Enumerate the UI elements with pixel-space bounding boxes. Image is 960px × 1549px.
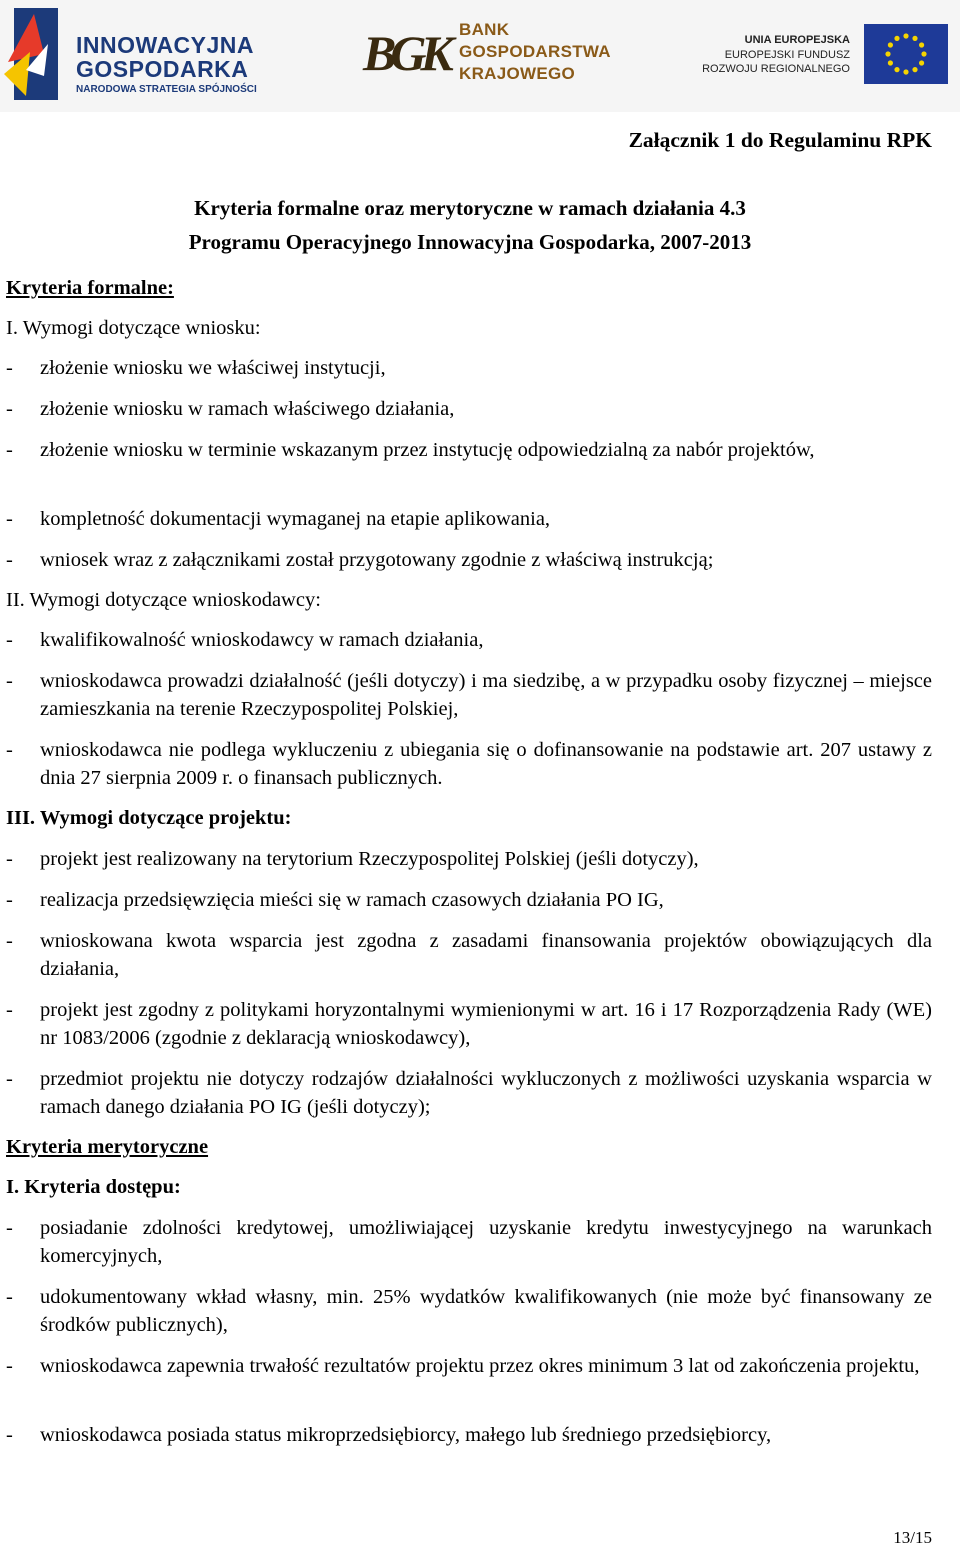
merit-criteria-heading: Kryteria merytoryczne xyxy=(6,1136,209,1158)
ue-line2: EUROPEJSKI FUNDUSZ xyxy=(724,49,850,61)
eu-star-icon xyxy=(894,36,899,41)
bgk-monogram: BGK xyxy=(363,25,448,81)
list-dash: - xyxy=(6,999,13,1021)
page-title-line1: Kryteria formalne oraz merytoryczne w ramach działania 4.3 xyxy=(194,196,746,220)
list-item: posiadanie zdolności kredytowej, umożliwiającej uzyskanie kredytu inwestycyjnego na warunkach komercyjnych, xyxy=(40,1217,932,1267)
logo-bar xyxy=(0,0,960,112)
eu-flag-icon xyxy=(864,24,948,84)
eu-star-icon xyxy=(885,51,890,56)
list-item: złożenie wniosku we właściwej instytucji, xyxy=(40,357,386,379)
eu-star-icon xyxy=(921,51,926,56)
bgk-logo xyxy=(363,20,633,92)
list-dash: - xyxy=(6,629,13,651)
list-dash: - xyxy=(6,1286,13,1308)
ue-line3: ROZWOJU REGIONALNEGO xyxy=(702,63,850,75)
eu-star-icon xyxy=(919,60,924,65)
list-dash: - xyxy=(6,670,13,692)
section-heading: I. Wymogi dotyczące wniosku: xyxy=(6,317,261,339)
ig-line1: INNOWACYJNA xyxy=(76,32,255,58)
ig-line3: NARODOWA STRATEGIA SPÓJNOŚCI xyxy=(76,84,257,95)
list-dash: - xyxy=(6,357,13,379)
page-title-line2: Programu Operacyjnego Innowacyjna Gospodarka, 2007-2013 xyxy=(188,230,752,254)
list-dash: - xyxy=(6,398,13,420)
bgk-line2: GOSPODARSTWA xyxy=(459,42,611,61)
list-dash: - xyxy=(6,549,13,571)
list-item: projekt jest zgodny z politykami horyzontalnymi wymienionymi w art. 16 i 17 Rozporządzenia Rady (WE) nr 1083/2006 (zgodnie z deklaracją wnioskodawcy), xyxy=(40,999,932,1049)
ig-line2: GOSPODARKA xyxy=(76,56,249,82)
bgk-line3: KRAJOWEGO xyxy=(459,64,576,83)
list-item: udokumentowany wkład własny, min. 25% wydatków kwalifikowanych (nie może być finansowany ze środków publicznych), xyxy=(40,1286,932,1336)
list-item: kompletność dokumentacji wymaganej na etapie aplikowania, xyxy=(40,508,551,530)
list-item: wnioskowana kwota wsparcia jest zgodna z zasadami finansowania projektów obowiązujących dla działania, xyxy=(40,930,932,980)
innowacyjna-gospodarka-logo xyxy=(4,4,274,108)
ue-line1: UNIA EUROPEJSKA xyxy=(744,34,850,46)
ue-logo xyxy=(702,24,948,88)
list-item: wnioskodawca prowadzi działalność (jeśli dotyczy) i ma siedzibę, a w przypadku osoby fizycznej – miejsce zamieszkania na terenie Rzeczypospolitej Polskiej, xyxy=(40,670,932,720)
list-item: przedmiot projektu nie dotyczy rodzajów działalności wykluczonych z możliwości uzyskania wsparcia w ramach danego działania PO IG (jeśli dotyczy); xyxy=(40,1068,932,1118)
section-heading: II. Wymogi dotyczące wnioskodawcy: xyxy=(6,589,321,611)
ig-emblem-icon xyxy=(4,4,70,104)
list-dash: - xyxy=(6,848,13,870)
list-item: projekt jest realizowany na terytorium Rzeczypospolitej Polskiej (jeśli dotyczy), xyxy=(40,848,699,870)
attachment-label: Załącznik 1 do Regulaminu RPK xyxy=(628,128,932,152)
eu-star-icon xyxy=(903,69,908,74)
list-item: realizacja przedsięwzięcia mieści się w ramach czasowych działania PO IG, xyxy=(40,889,664,911)
list-dash: - xyxy=(6,889,13,911)
list-item: wniosek wraz z załącznikami został przygotowany zgodnie z właściwą instrukcją; xyxy=(40,549,714,571)
list-dash: - xyxy=(6,1068,13,1090)
list-dash: - xyxy=(6,1217,13,1239)
formal-criteria-heading: Kryteria formalne: xyxy=(6,277,174,299)
eu-star-icon xyxy=(888,42,893,47)
list-dash: - xyxy=(6,508,13,530)
bgk-line1: BANK xyxy=(459,20,510,39)
list-dash: - xyxy=(6,739,13,761)
section-heading: III. Wymogi dotyczące projektu: xyxy=(6,807,292,829)
list-dash: - xyxy=(6,439,13,461)
eu-star-icon xyxy=(912,36,917,41)
page-number: 13/15 xyxy=(893,1528,932,1547)
eu-star-icon xyxy=(894,67,899,72)
eu-star-icon xyxy=(903,33,908,38)
eu-star-icon xyxy=(912,67,917,72)
list-dash: - xyxy=(6,1355,13,1377)
eu-star-icon xyxy=(888,60,893,65)
list-item: wnioskodawca zapewnia trwałość rezultatów projektu przez okres minimum 3 lat od zakończenia projektu, xyxy=(40,1355,920,1377)
list-item: wnioskodawca nie podlega wykluczeniu z ubiegania się o dofinansowanie na podstawie art. 207 ustawy z dnia 27 sierpnia 2009 r. o finansach publicznych. xyxy=(40,739,932,789)
eu-star-icon xyxy=(919,42,924,47)
list-item: kwalifikowalność wnioskodawcy w ramach działania, xyxy=(40,629,484,651)
list-item: wnioskodawca posiada status mikroprzedsiębiorcy, małego lub średniego przedsiębiorcy, xyxy=(40,1424,772,1446)
list-dash: - xyxy=(6,930,13,952)
list-item: złożenie wniosku w terminie wskazanym przez instytucję odpowiedzialną za nabór projektów, xyxy=(40,439,815,461)
section-heading: I. Kryteria dostępu: xyxy=(6,1176,181,1198)
list-dash: - xyxy=(6,1424,13,1446)
list-item: złożenie wniosku w ramach właściwego działania, xyxy=(40,398,455,420)
